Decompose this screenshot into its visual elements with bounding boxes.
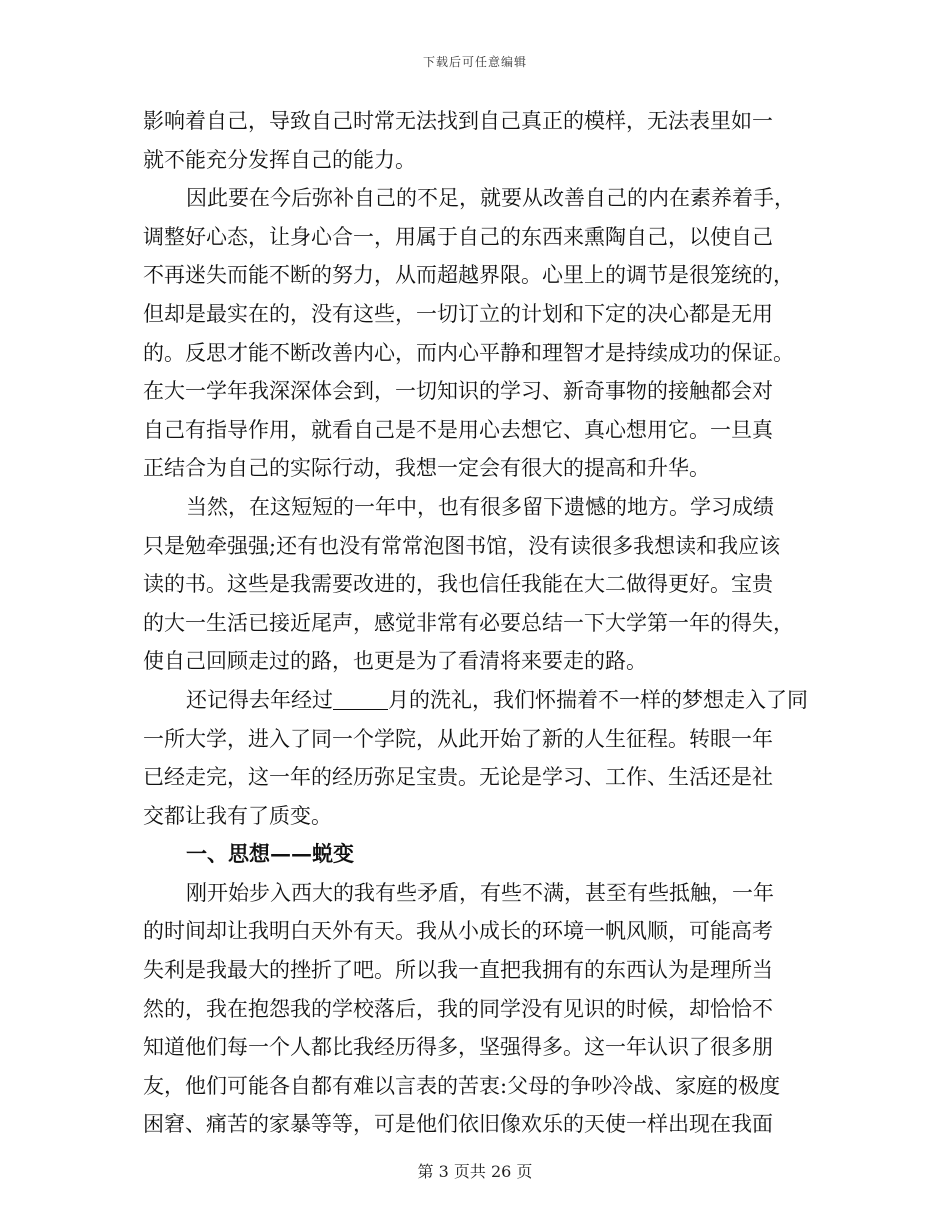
text-line: 困窘、痛苦的家暴等等，可是他们依旧像欢乐的天使一样出现在我面 [143,1112,773,1137]
text-line: 读的书。这些是我需要改进的，我也信任我能在大二做得更好。宝贵 [143,572,773,597]
text-fragment: 还记得去年经过 [186,687,333,712]
text-line: 自己有指导作用，就看自己是不是用心去想它、真心想用它。一旦真 [143,417,773,442]
text-line: 的时间却让我明白天外有天。我从小成长的环境一帆风顺，可能高考 [143,919,773,944]
text-line: 一所大学，进入了同一个学院，从此开始了新的人生征程。转眼一年 [143,726,773,751]
text-line: 友，他们可能各自都有难以言表的苦衷:父母的争吵冷战、家庭的极度 [143,1073,781,1098]
paragraph-start-line: 因此要在今后弥补自己的不足，就要从改善自己的内在素养着手， [186,186,795,211]
fill-in-blank [333,689,388,710]
text-line: 不再迷失而能不断的努力，从而超越界限。心里上的调节是很笼统的， [143,263,794,288]
page-footer: 第 3 页共 26 页 [417,1162,533,1181]
text-line: 在大一学年我深深体会到，一切知识的学习、新奇事物的接触都会对 [143,379,773,404]
paragraph-start-line [143,681,809,720]
page-header: 下载后可任意编辑 [422,55,527,69]
text-line: 的大一生活已接近尾声，感觉非常有必要总结一下大学第一年的得失， [143,610,794,635]
text-line: 失利是我最大的挫折了吧。所以我一直把我拥有的东西认为是理所当 [143,958,773,983]
text-line: 但却是最实在的，没有这些，一切订立的计划和下定的决心都是无用 [143,301,773,326]
text-line: 的。反思才能不断改善内心，而内心平静和理智才是持续成功的保证。 [143,340,794,365]
text-line: 知道他们每一个人都比我经历得多，坚强得多。这一年认识了很多朋 [143,1035,773,1060]
document-body [143,102,809,1144]
text-fragment: 月的洗礼，我们怀揣着不一样的梦想走入了同 [388,687,808,712]
text-line: 影响着自己，导致自己时常无法找到自己真正的模样，无法表里如一 [143,109,773,133]
text-line: 调整好心态，让身心合一，用属于自己的东西来熏陶自己，以使自己 [143,224,773,249]
text-line: 已经走完，这一年的经历弥足宝贵。无论是学习、工作、生活还是社 [143,765,773,790]
text-line: 然的，我在抱怨我的学校落后，我的同学没有见识的时候，却恰恰不 [143,996,773,1021]
section-heading: 一、思想——蜕变 [186,841,354,867]
paragraph-start-line: 刚开始步入西大的我有些矛盾，有些不满，甚至有些抵触，一年 [186,880,774,905]
paragraph-start-line: 当然，在这短短的一年中，也有很多留下遗憾的地方。学习成绩 [186,494,774,519]
text-line: 正结合为自己的实际行动，我想一定会有很大的提高和升华。 [143,456,710,481]
text-line: 交都让我有了质变。 [143,803,332,828]
text-line: 使自己回顾走过的路，也更是为了看清将来要走的路。 [143,649,647,674]
text-line: 就不能充分发挥自己的能力。 [143,147,416,172]
text-line: 只是勉牵强强;还有也没有常常泡图书馆，没有读很多我想读和我应该 [143,533,781,558]
